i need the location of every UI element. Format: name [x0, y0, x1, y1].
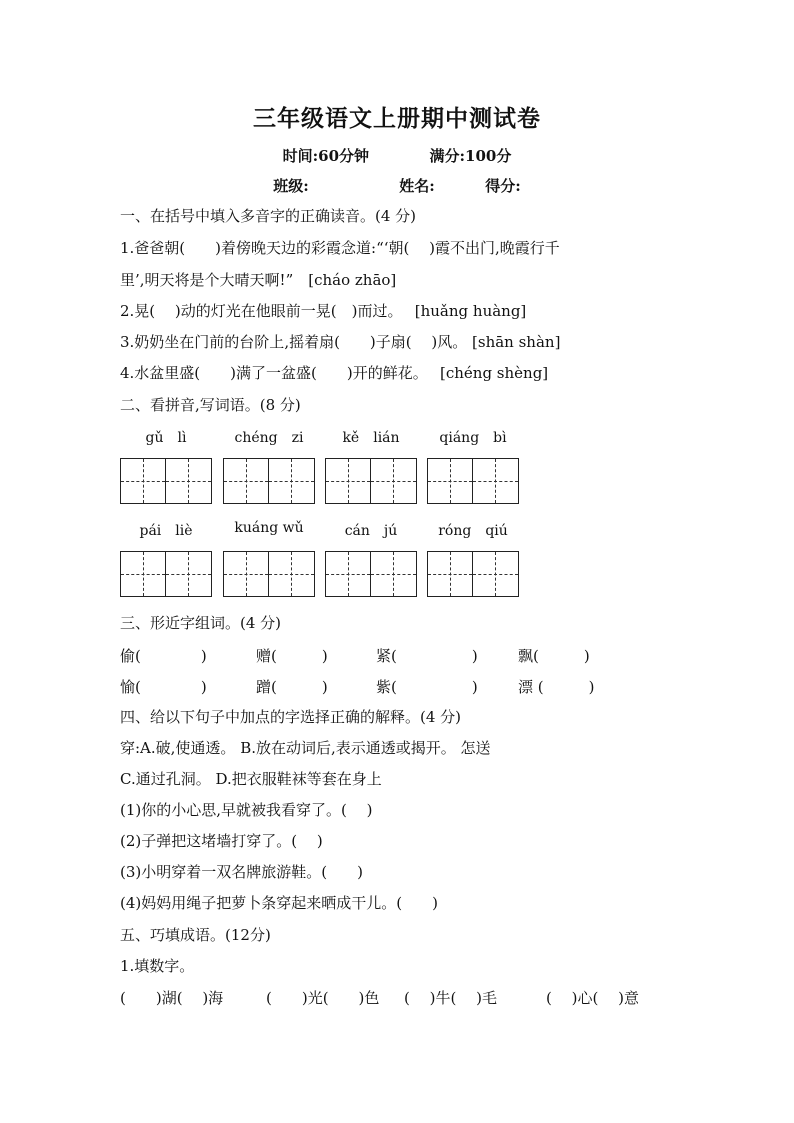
section4-q2: (2)子弹把这堵墙打穿了。( ) [120, 832, 323, 850]
section4-q4: (4)妈妈用绳子把萝卜条穿起来晒成干儿。( ) [120, 894, 438, 912]
section3-heading: 三、形近字组词。(4 分) [120, 614, 282, 632]
time-limit: 时间:60分钟 [282, 147, 370, 165]
section1-q1-line2: 里’,明天将是个大晴天啊!” [cháo zhāo] [120, 271, 397, 289]
section4-options-2: C.通过孔洞。 D.把衣服鞋袜等套在身上 [120, 770, 382, 788]
pinyin-label: kě lián [342, 430, 400, 446]
section4-q3: (3)小明穿着一双名牌旅游鞋。( ) [120, 863, 363, 881]
section4-heading: 四、给以下句子中加点的字选择正确的解释。(4 分) [120, 708, 462, 726]
char-blank: 紧( ) [376, 647, 478, 665]
writing-grid[interactable] [223, 551, 315, 597]
section1-q2: 2.晃( )动的灯光在他眼前一晃( )而过。 [huǎng huàng] [120, 302, 527, 320]
writing-grid[interactable] [325, 551, 417, 597]
total-score: 满分:100分 [429, 147, 512, 165]
pinyin-label: pái liè [139, 523, 193, 539]
class-label: 班级: [273, 177, 309, 195]
pinyin-label: cán jú [344, 523, 398, 539]
char-blank: 漂 ( ) [518, 678, 595, 696]
pinyin-label: qiáng bì [439, 430, 507, 446]
section5-heading: 五、巧填成语。(12分) [120, 926, 271, 944]
pinyin-label: róng qiú [438, 523, 508, 539]
writing-grid[interactable] [120, 551, 212, 597]
name-label: 姓名: [399, 177, 435, 195]
section4-q1: (1)你的小心思,早就被我看穿了。( ) [120, 801, 373, 819]
idiom-blank: ( )光( )色 [266, 989, 380, 1007]
score-label: 得分: [485, 177, 521, 195]
char-blank: 飘( ) [518, 647, 590, 665]
section1-q3: 3.奶奶坐在门前的台阶上,摇着扇( )子扇( )风。 [shān shàn] [120, 333, 561, 351]
exam-meta-row [0, 145, 794, 166]
char-blank: 偷( ) [120, 647, 207, 665]
writing-grid[interactable] [325, 458, 417, 504]
pinyin-label: kuáng wǔ [234, 520, 304, 536]
writing-grid[interactable] [427, 458, 519, 504]
idiom-blank: ( )湖( )海 [120, 989, 224, 1007]
char-blank: 愉( ) [120, 678, 207, 696]
pinyin-label: chéng zi [234, 430, 304, 446]
section4-options-1: 穿:A.破,使通透。 B.放在动词后,表示通透或揭开。 怎送 [120, 739, 491, 757]
section5-sub1: 1.填数字。 [120, 957, 195, 975]
section1-heading: 一、在括号中填入多音字的正确读音。(4 分) [120, 207, 417, 225]
char-blank: 赠( ) [256, 647, 328, 665]
section1-q1-line1: 1.爸爸朝( )着傍晚天边的彩霞念道:“‘朝( )霞不出门,晚霞行千 [120, 239, 560, 257]
writing-grid[interactable] [120, 458, 212, 504]
idiom-blank: ( )心( )意 [546, 989, 639, 1007]
section1-q4: 4.水盆里盛( )满了一盆盛( )开的鲜花。 [chéng shèng] [120, 364, 549, 382]
student-info-row [0, 175, 794, 196]
writing-grid[interactable] [427, 551, 519, 597]
page-title: 三年级语文上册期中测试卷 [253, 105, 541, 132]
writing-grid[interactable] [223, 458, 315, 504]
char-blank: 紫( ) [376, 678, 478, 696]
section2-heading: 二、看拼音,写词语。(8 分) [120, 396, 301, 414]
pinyin-label: gǔ lì [145, 430, 187, 446]
char-blank: 蹭( ) [256, 678, 328, 696]
idiom-blank: ( )牛( )毛 [404, 989, 497, 1007]
